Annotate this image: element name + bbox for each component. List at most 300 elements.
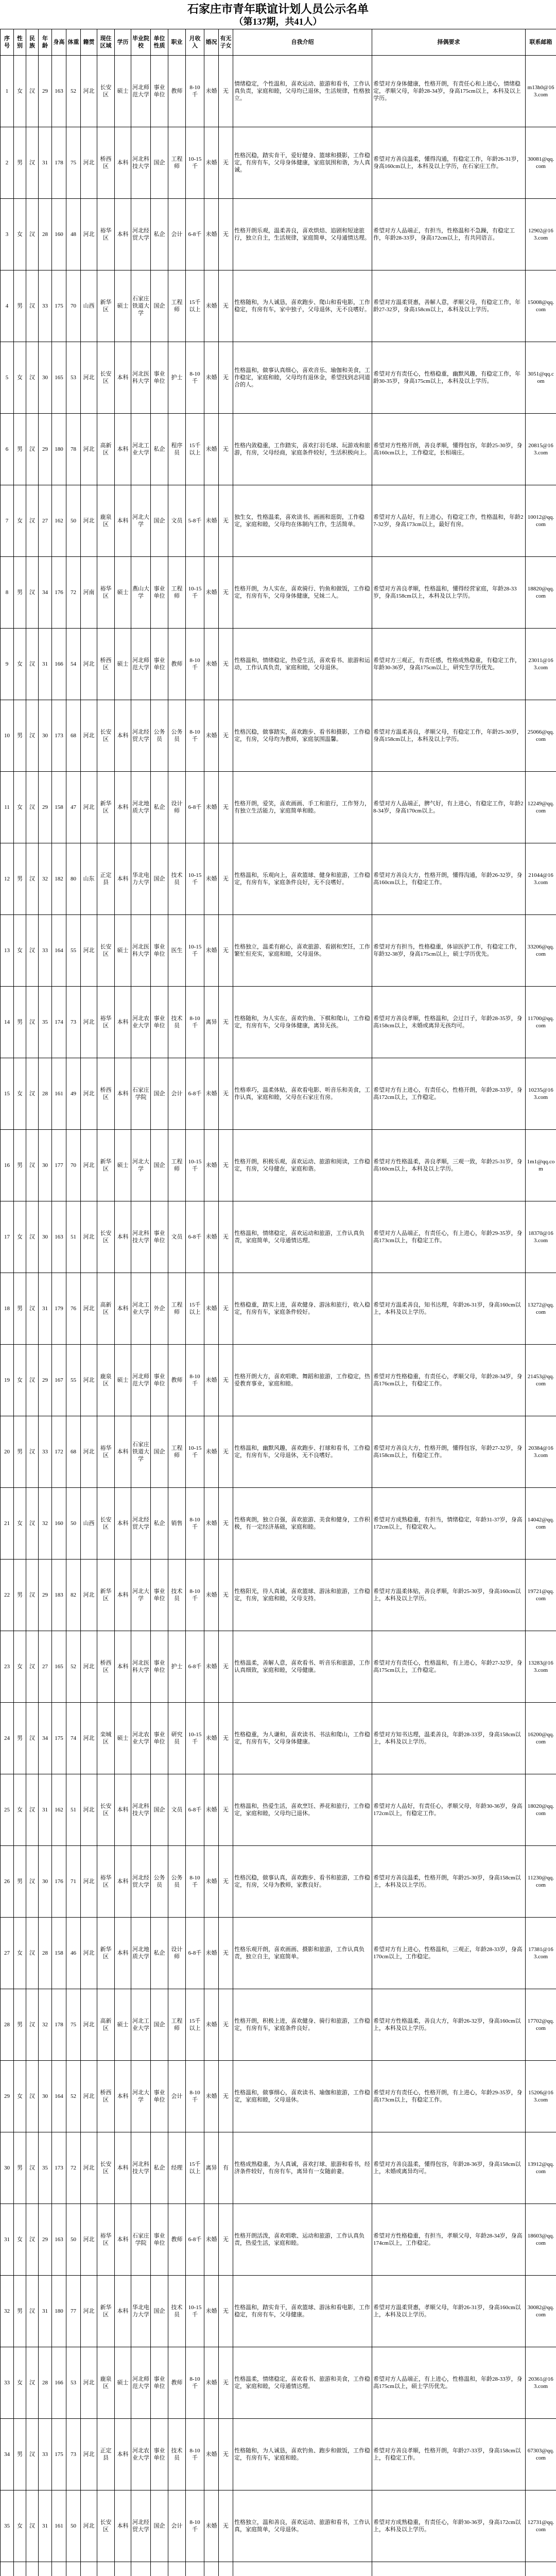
cell-weight <box>66 56 81 127</box>
cell-area-value: 裕华区 <box>100 1445 112 1459</box>
column-header-school: 毕业院校 <box>131 29 151 56</box>
cell-nation-value: 汉 <box>29 2380 35 2386</box>
cell-marital-value: 未婚 <box>205 2236 217 2243</box>
cell-job-value: 技术员 <box>171 872 183 886</box>
cell-edu-value: 本科 <box>117 231 129 238</box>
cell-height <box>52 2419 66 2490</box>
cell-weight-value: 70 <box>71 1162 76 1168</box>
cell-unit <box>151 270 168 342</box>
cell-no <box>1 700 14 772</box>
table-row <box>1 1058 556 1130</box>
cell-nation <box>26 1345 39 1416</box>
cell-gender-value: 男 <box>17 303 23 309</box>
cell-area <box>97 1703 115 1774</box>
cell-edu-value: 本科 <box>117 1449 129 1455</box>
cell-income <box>186 1130 204 1201</box>
cell-area-value: 裕华区 <box>100 1015 112 1029</box>
cell-job <box>168 2061 186 2132</box>
column-header-edu: 学历 <box>115 29 131 56</box>
cell-marital-value: 未婚 <box>205 231 217 238</box>
cell-intro <box>233 342 372 414</box>
cell-age-value: 29 <box>42 88 48 94</box>
cell-school-value: 石家庄铁道大学 <box>132 1442 149 1462</box>
cell-age <box>39 1130 52 1201</box>
cell-height <box>52 2562 66 2576</box>
cell-gender-value: 女 <box>17 1234 23 1240</box>
cell-no-value: 24 <box>4 1735 10 1741</box>
cell-marital-value: 未婚 <box>205 2380 217 2386</box>
cell-gender-value: 男 <box>17 1592 23 1598</box>
cell-income-value: 15千以上 <box>189 443 201 456</box>
cell-email-value: 12902@163.com <box>528 228 553 241</box>
cell-school-value: 河北工业大学 <box>132 2018 149 2031</box>
cell-age <box>39 2132 52 2204</box>
cell-no-value: 35 <box>4 2523 10 2529</box>
cell-weight-value: 54 <box>71 661 76 667</box>
cell-income <box>186 1989 204 2061</box>
cell-age-value: 35 <box>42 2165 48 2171</box>
cell-gender-value: 女 <box>17 804 23 810</box>
cell-area <box>97 700 115 772</box>
cell-height <box>52 127 66 199</box>
cell-unit-value: 公务员 <box>153 1875 165 1888</box>
cell-unit <box>151 1703 168 1774</box>
cell-nation-value: 汉 <box>29 231 35 238</box>
cell-no <box>1 1201 14 1273</box>
cell-height <box>52 1130 66 1201</box>
cell-nation <box>26 414 39 485</box>
cell-children-value: 无 <box>223 1449 229 1455</box>
cell-children <box>219 557 233 629</box>
cell-unit-value: 国企 <box>153 2022 165 2028</box>
cell-height-value: 161 <box>55 1091 63 1097</box>
cell-income <box>186 342 204 414</box>
cell-edu-value: 硕士 <box>117 947 129 954</box>
cell-no-value: 18 <box>4 1306 10 1312</box>
cell-edu <box>115 2204 131 2276</box>
cell-edu <box>115 2562 131 2576</box>
cell-children-value: 无 <box>223 303 229 309</box>
cell-edu <box>115 1201 131 1273</box>
cell-job <box>168 1774 186 1846</box>
cell-job-value: 技术员 <box>171 2448 183 2461</box>
cell-no <box>1 270 14 342</box>
cell-edu <box>115 1345 131 1416</box>
cell-children-value: 无 <box>223 589 229 596</box>
cell-height <box>52 2490 66 2562</box>
cell-income <box>186 629 204 700</box>
cell-email <box>526 2419 556 2490</box>
cell-intro <box>233 2204 372 2276</box>
cell-weight <box>66 772 81 843</box>
cell-email-value: 25066@qq.com <box>527 729 554 742</box>
cell-edu-value: 硕士 <box>117 1377 129 1383</box>
cell-origin-value: 河北 <box>83 375 95 381</box>
cell-nation <box>26 915 39 987</box>
cell-height-value: 179 <box>55 1306 63 1312</box>
cell-area <box>97 1345 115 1416</box>
column-header-job: 职业 <box>168 29 186 56</box>
cell-origin <box>81 1560 97 1631</box>
cell-school <box>131 2490 151 2562</box>
table-row <box>1 1560 556 1631</box>
cell-origin <box>81 1488 97 1560</box>
cell-no <box>1 2276 14 2347</box>
cell-marital <box>204 1345 219 1416</box>
cell-area <box>97 2276 115 2347</box>
cell-no <box>1 2132 14 2204</box>
cell-children-value: 无 <box>223 1091 229 1097</box>
cell-area-value: 鹿泉区 <box>100 2376 112 2389</box>
cell-require <box>372 485 526 557</box>
cell-email <box>526 2562 556 2576</box>
column-header-age: 年龄 <box>39 29 52 56</box>
cell-weight-value: 49 <box>71 1091 76 1097</box>
cell-children <box>219 414 233 485</box>
cell-edu <box>115 2132 131 2204</box>
cell-area-value: 长安区 <box>100 1517 112 1530</box>
cell-unit <box>151 127 168 199</box>
cell-school <box>131 270 151 342</box>
table-row <box>1 127 556 199</box>
cell-nation-value: 汉 <box>29 2022 35 2028</box>
cell-school <box>131 1273 151 1345</box>
cell-marital <box>204 2419 219 2490</box>
cell-children-value: 无 <box>223 1807 229 1813</box>
cell-height <box>52 1488 66 1560</box>
cell-height-value: 182 <box>55 876 63 882</box>
cell-children <box>219 1058 233 1130</box>
cell-nation <box>26 342 39 414</box>
cell-weight <box>66 270 81 342</box>
cell-height <box>52 1846 66 1918</box>
cell-edu <box>115 1058 131 1130</box>
cell-email-value: 3051@qq.com <box>528 371 554 384</box>
cell-gender-value: 女 <box>17 2093 23 2099</box>
cell-origin <box>81 1273 97 1345</box>
cell-marital <box>204 987 219 1058</box>
cell-intro <box>233 2347 372 2419</box>
cell-height-value: 166 <box>55 2380 63 2386</box>
cell-origin <box>81 557 97 629</box>
cell-school-value: 石家庄学院 <box>132 2233 149 2246</box>
cell-age <box>39 1488 52 1560</box>
cell-job-value: 研究员 <box>171 1732 183 1745</box>
cell-income-value: 10-15千 <box>188 1732 202 1745</box>
cell-edu-value: 硕士 <box>117 303 129 309</box>
cell-children-value: 无 <box>223 518 229 524</box>
cell-no <box>1 1273 14 1345</box>
cell-no-value: 19 <box>4 1377 10 1383</box>
column-header-unit: 单位性质 <box>151 29 168 56</box>
cell-height-value: 173 <box>55 733 63 739</box>
cell-age-value: 28 <box>42 231 48 238</box>
cell-origin-value: 河北 <box>83 1807 95 1813</box>
cell-email <box>526 843 556 915</box>
cell-height-value: 162 <box>55 1807 63 1813</box>
cell-intro-value: 性格温和，踏实肯干，喜欢篮球、游泳和看电影，工作稳定，有房有车，父母健康。 <box>234 2304 370 2318</box>
cell-marital <box>204 557 219 629</box>
cell-job <box>168 1846 186 1918</box>
cell-origin <box>81 2061 97 2132</box>
cell-no <box>1 1130 14 1201</box>
cell-intro-value: 性格开朗乐观，温柔善良，喜欢烘焙、追剧和短途旅行，独立自主，生活规律，家庭简单，父母通情达理。 <box>234 228 370 241</box>
cell-area <box>97 2061 115 2132</box>
cell-income-value: 8-10千 <box>189 2376 200 2389</box>
cell-school <box>131 2204 151 2276</box>
cell-no-value: 13 <box>4 947 10 954</box>
cell-origin <box>81 915 97 987</box>
cell-intro <box>233 485 372 557</box>
cell-age-value: 29 <box>42 2236 48 2243</box>
cell-weight-value: 52 <box>71 88 76 94</box>
cell-height <box>52 1058 66 1130</box>
cell-area <box>97 1130 115 1201</box>
cell-children-value: 无 <box>223 375 229 381</box>
cell-job <box>168 1918 186 1989</box>
cell-no <box>1 1058 14 1130</box>
cell-area-value: 新华区 <box>100 801 112 814</box>
cell-height <box>52 1273 66 1345</box>
cell-income-value: 8-10千 <box>189 2519 200 2533</box>
cell-gender-value: 女 <box>17 518 23 524</box>
cell-nation-value: 汉 <box>29 1091 35 1097</box>
cell-weight <box>66 127 81 199</box>
cell-gender <box>14 1130 26 1201</box>
cell-nation-value: 汉 <box>29 1878 35 1885</box>
cell-intro-value: 性格温和，情绪稳定，喜欢运动和旅游，工作认真负责，家庭简单，父母通情达理。 <box>234 1230 364 1244</box>
cell-children <box>219 270 233 342</box>
cell-origin-value: 河北 <box>83 947 95 954</box>
cell-area-value: 裕华区 <box>100 1875 112 1888</box>
cell-gender-value: 男 <box>17 1878 23 1885</box>
cell-edu-value: 本科 <box>117 1950 129 1956</box>
cell-income-value: 6-8千 <box>188 231 202 238</box>
cell-nation-value: 汉 <box>29 1449 35 1455</box>
cell-area <box>97 1201 115 1273</box>
cell-intro <box>233 772 372 843</box>
cell-children-value: 无 <box>223 1019 229 1025</box>
cell-no <box>1 485 14 557</box>
cell-origin-value: 河北 <box>83 733 95 739</box>
cell-intro-value: 性格稳重，为人谦和，喜欢读书、书法和爬山，工作稳定，有房有车，父母身体健康。 <box>234 1732 370 1745</box>
cell-job-value: 技术员 <box>171 1015 183 1029</box>
cell-gender <box>14 2347 26 2419</box>
cell-area-value: 新华区 <box>100 2304 112 2318</box>
cell-gender <box>14 1345 26 1416</box>
cell-email-value: 13272@qq.com <box>527 1302 554 1315</box>
cell-height-value: 158 <box>55 804 63 810</box>
cell-origin-value: 河北 <box>83 231 95 238</box>
cell-marital-value: 未婚 <box>205 1234 217 1240</box>
cell-marital-value: 未婚 <box>205 1306 217 1312</box>
cell-edu <box>115 987 131 1058</box>
cell-children <box>219 1273 233 1345</box>
cell-job-value: 公务员 <box>171 729 183 742</box>
cell-origin-value: 河北 <box>83 160 95 166</box>
cell-require <box>372 414 526 485</box>
cell-income-value: 6-8千 <box>188 1091 202 1097</box>
cell-intro-value: 性格随和，为人诚恳，喜欢跑步、爬山和看电影，工作稳定，有房有车，家中独子，父母退休，无不良嗜好。 <box>234 299 370 313</box>
cell-weight-value: 80 <box>71 876 76 882</box>
cell-children <box>219 2061 233 2132</box>
cell-intro-value: 性格开朗，积极乐观，喜欢运动、旅游和阅读，工作稳定，有房，父母健在，家庭和谐。 <box>234 1159 370 1172</box>
cell-gender <box>14 2061 26 2132</box>
cell-marital <box>204 414 219 485</box>
cell-unit-value: 事业单位 <box>153 2376 165 2389</box>
cell-gender <box>14 1416 26 1488</box>
cell-edu-value: 硕士 <box>117 1735 129 1741</box>
cell-age <box>39 987 52 1058</box>
cell-area <box>97 1631 115 1703</box>
cell-gender-value: 男 <box>17 1306 23 1312</box>
cell-age <box>39 1345 52 1416</box>
cell-gender-value: 男 <box>17 2451 23 2458</box>
cell-marital <box>204 843 219 915</box>
cell-email <box>526 1560 556 1631</box>
cell-edu-value: 本科 <box>117 375 129 381</box>
cell-school <box>131 843 151 915</box>
column-header-children: 有无子女 <box>219 29 233 56</box>
cell-require <box>372 1631 526 1703</box>
cell-age <box>39 2490 52 2562</box>
cell-origin <box>81 127 97 199</box>
cell-edu <box>115 1488 131 1560</box>
cell-no-value: 17 <box>4 1234 10 1240</box>
cell-gender-value: 男 <box>17 160 23 166</box>
cell-gender <box>14 2276 26 2347</box>
cell-school <box>131 1130 151 1201</box>
cell-area <box>97 2132 115 2204</box>
cell-email-value: 30082@qq.com <box>527 2304 554 2318</box>
cell-intro <box>233 2562 372 2576</box>
cell-children-value: 无 <box>223 231 229 238</box>
cell-height <box>52 1201 66 1273</box>
cell-no-value: 22 <box>4 1592 10 1598</box>
cell-nation-value: 汉 <box>29 2308 35 2314</box>
cell-intro <box>233 1130 372 1201</box>
cell-income <box>186 1058 204 1130</box>
cell-children <box>219 915 233 987</box>
cell-nation-value: 汉 <box>29 2523 35 2529</box>
cell-gender-value: 女 <box>17 2236 23 2243</box>
cell-origin-value: 河北 <box>83 1664 95 1670</box>
cell-edu-value: 硕士 <box>117 88 129 94</box>
cell-nation <box>26 1416 39 1488</box>
cell-require <box>372 557 526 629</box>
cell-no-value: 15 <box>4 1091 10 1097</box>
cell-school-value: 河北师范大学 <box>132 84 149 98</box>
cell-school <box>131 56 151 127</box>
cell-no-value: 16 <box>4 1162 10 1168</box>
cell-children <box>219 1703 233 1774</box>
table-row <box>1 1918 556 1989</box>
cell-income <box>186 700 204 772</box>
cell-require-value: 希望对方人品端正，有担当，性格温和不急躁，有稳定工作，年龄28-33岁，身高172cm以上，有共同语言。 <box>373 228 515 241</box>
cell-age <box>39 1774 52 1846</box>
cell-require <box>372 700 526 772</box>
cell-unit <box>151 987 168 1058</box>
cell-job-value: 会计 <box>171 231 183 238</box>
cell-age-value: 30 <box>42 2093 48 2099</box>
cell-require <box>372 1918 526 1989</box>
cell-age-value: 30 <box>42 1234 48 1240</box>
cell-edu-value: 本科 <box>117 2308 129 2314</box>
cell-job <box>168 2347 186 2419</box>
cell-height-value: 161 <box>55 2523 63 2529</box>
cell-unit-value: 事业单位 <box>153 84 165 98</box>
cell-income <box>186 1416 204 1488</box>
cell-children <box>219 772 233 843</box>
cell-email <box>526 1774 556 1846</box>
cell-email <box>526 1130 556 1201</box>
cell-edu-value: 硕士 <box>117 589 129 596</box>
cell-area <box>97 342 115 414</box>
cell-job-value: 设计师 <box>171 801 183 814</box>
cell-area-value: 正定县 <box>100 872 112 886</box>
cell-require <box>372 2132 526 2204</box>
cell-area <box>97 987 115 1058</box>
table-body <box>1 56 556 2576</box>
cell-job <box>168 2276 186 2347</box>
cell-require-value: 希望对方善良孝顺，性格温和，懂得经营家庭，年龄28-33岁，身高158cm以上，本科及以上学历。 <box>373 586 517 599</box>
cell-marital-value: 未婚 <box>205 1807 217 1813</box>
cell-income-value: 8-10千 <box>189 657 200 671</box>
cell-school <box>131 1560 151 1631</box>
cell-marital <box>204 915 219 987</box>
cell-job-value: 工程师 <box>171 2018 183 2031</box>
cell-marital-value: 未婚 <box>205 1592 217 1598</box>
cell-no <box>1 629 14 700</box>
cell-children-value: 无 <box>223 1520 229 1527</box>
cell-area-value: 桥西区 <box>100 156 112 170</box>
cell-income <box>186 127 204 199</box>
cell-marital <box>204 2562 219 2576</box>
cell-school <box>131 1989 151 2061</box>
cell-weight <box>66 1488 81 1560</box>
cell-unit <box>151 2419 168 2490</box>
cell-area-value: 新华区 <box>100 1588 112 1602</box>
cell-height <box>52 915 66 987</box>
cell-origin-value: 山西 <box>83 303 95 309</box>
cell-no-value: 28 <box>4 2022 10 2028</box>
cell-unit <box>151 2347 168 2419</box>
cell-nation <box>26 2132 39 2204</box>
cell-origin <box>81 1201 97 1273</box>
cell-origin <box>81 270 97 342</box>
table-row <box>1 1703 556 1774</box>
cell-marital-value: 未婚 <box>205 303 217 309</box>
cell-email <box>526 700 556 772</box>
cell-age <box>39 2204 52 2276</box>
cell-intro <box>233 1058 372 1130</box>
cell-marital-value: 未婚 <box>205 2523 217 2529</box>
cell-edu-value: 本科 <box>117 1019 129 1025</box>
cell-origin <box>81 414 97 485</box>
cell-weight-value: 55 <box>71 947 76 954</box>
table-row <box>1 629 556 700</box>
cell-nation <box>26 1631 39 1703</box>
cell-nation-value: 汉 <box>29 1807 35 1813</box>
cell-no-value: 2 <box>5 160 9 166</box>
cell-age-value: 34 <box>42 589 48 596</box>
cell-email-value: 17702@qq.com <box>527 2018 554 2031</box>
cell-require <box>372 2419 526 2490</box>
cell-email <box>526 2347 556 2419</box>
cell-unit <box>151 2490 168 2562</box>
cell-nation-value: 汉 <box>29 589 35 596</box>
cell-marital-value: 未婚 <box>205 1377 217 1383</box>
